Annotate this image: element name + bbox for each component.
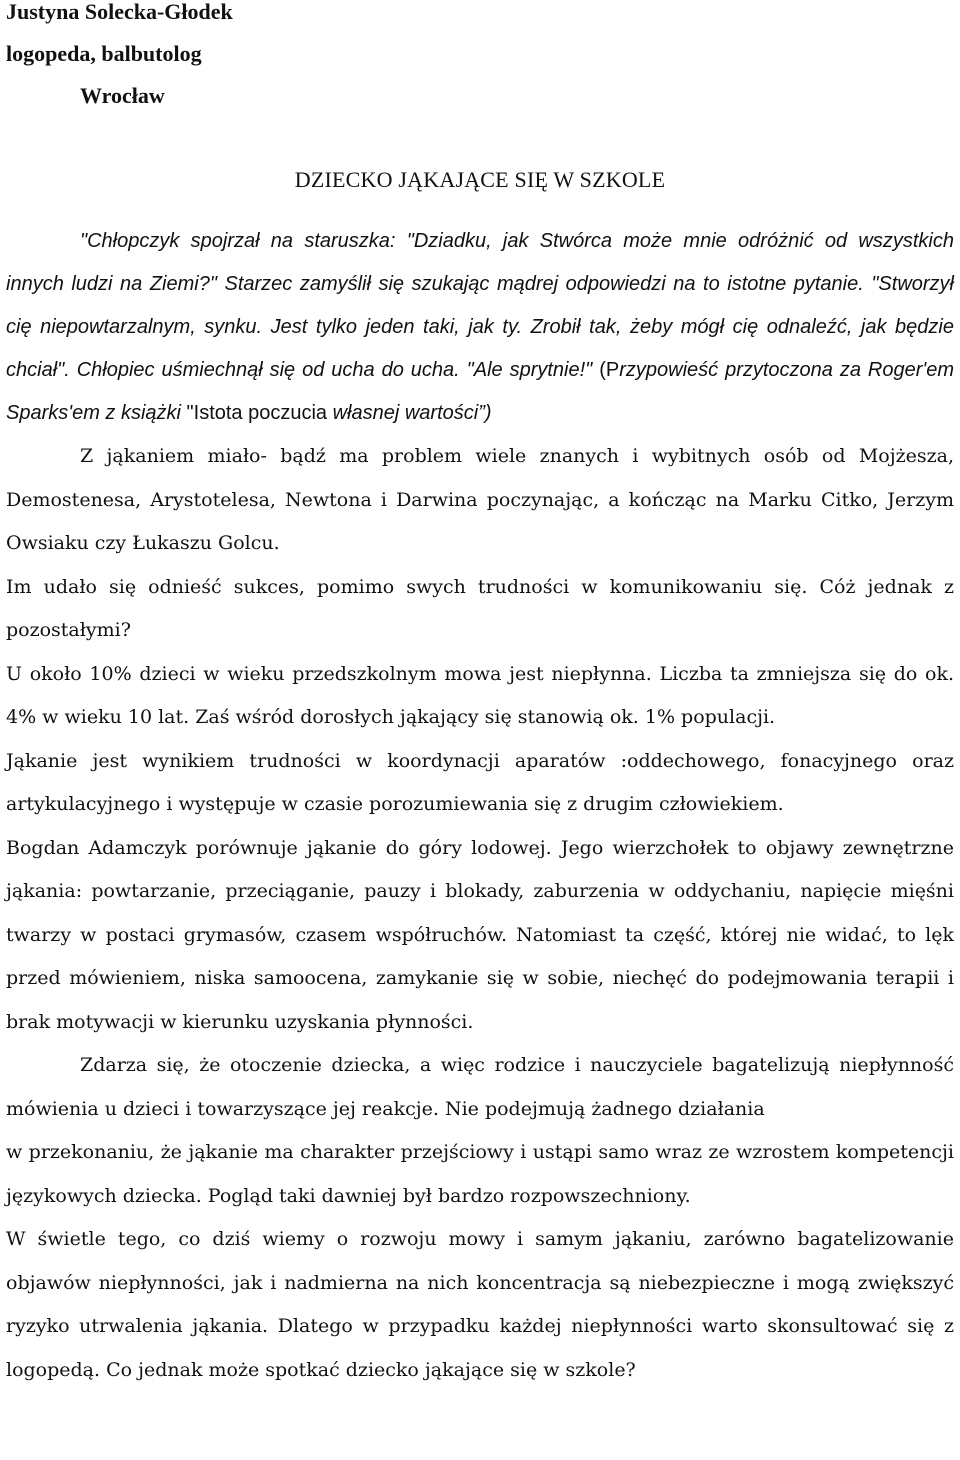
paragraph-statistics: U około 10% dzieci w wieku przedszkolnym mowa jest niepłynna. Liczba ta zmniejsza się do ok. 4% w wieku 10 lat. Zaś wśród dorosłych jąkający się stanowią ok. 1% populacji.: [6, 662, 954, 728]
paragraph-success: Im udało się odnieść sukces, pomimo swych trudności w komunikowaniu się. Cóż jednak z pozostałymi?: [6, 575, 954, 641]
author-block: [6, 0, 954, 108]
body-paragraphs: [6, 435, 954, 1392]
epigraph-quote: "Chłopczyk spojrzał na staruszka: "Dziadku, jak Stwórca może mnie odróżnić od wszystkich innych ludzi na Ziemi?" Starzec zamyślił się szukając mądrej odpowiedzi na to istotne pytanie. "Stworzył cię niepowtarzalnym, synku. Jest tylko jeden taki, jak ty. Zrobił tak, żeby mógł cię odnaleźć, jak będzie chciał". Chłopiec uśmiechnął się od ucha do ucha. "Ale sprytnie!": [6, 230, 954, 381]
epigraph-source-normal: "Istota poczucia: [180, 402, 333, 424]
author-city: Wrocław: [80, 83, 165, 108]
paragraph-consultation: W świetle tego, co dziś wiemy o rozwoju mowy i samym jąkaniu, zarówno bagatelizowanie objawów niepłynności, jak i nadmierna na nich koncentracja są niebezpieczne i mogą zwiększyć ryzyko utrwalenia jąkania. Dlatego w przypadku każdej niepłynności warto skonsultować się z logopedą. Co jednak może spotkać dziecko jąkające się w szkole?: [6, 1228, 954, 1381]
document-title: DZIECKO JĄKAJĄCE SIĘ W SZKOLE: [294, 167, 666, 192]
paragraph-famous-stutterers: Z jąkaniem miało- bądź ma problem wiele znanych i wybitnych osób od Mojżesza, Demostenesa, Arystotelesa, Newtona i Darwina poczynając, a kończąc na Marku Citko, Jerzym Owsiaku czy Łukaszu Golcu.: [6, 445, 954, 554]
epigraph-source-italic-2: własnej wartości”): [332, 402, 492, 424]
paragraph-definition: Jąkanie jest wynikiem trudności w koordynacji aparatów :oddechowego, fonacyjnego oraz artykulacyjnego i występuje w czasie porozumiewania się z drugim człowiekiem.: [6, 749, 954, 815]
paragraph-iceberg: Bogdan Adamczyk porównuje jąkanie do góry lodowej. Jego wierzchołek to objawy zewnętrzne jąkania: powtarzanie, przeciąganie, pauzy i blokady, zaburzenia w oddychaniu, napięcie mięśni twarzy w postaci grymasów, czasem współruchów. Natomiast ta część, której nie widać, to lęk przed mówieniem, niska samoocena, zamykanie się w sobie, niechęć do podejmowania terapii i brak motywacji w kierunku uzyskania płynności.: [6, 836, 954, 1033]
paragraph-environment: Zdarza się, że otoczenie dziecka, a więc rodzice i nauczyciele bagatelizują niepłynność mówienia u dzieci i towarzyszące jej reakcje. Nie podejmują żadnego działania: [6, 1054, 954, 1120]
paragraph-belief: w przekonaniu, że jąkanie ma charakter przejściowy i ustąpi samo wraz ze wzrostem kompetencji językowych dziecka. Pogląd taki dawniej był bardzo rozpowszechniony.: [6, 1141, 954, 1207]
epigraph: [6, 220, 954, 435]
epigraph-source-italic-1: rzypowieść przytoczona za Roger'em Sparks'em z: [6, 359, 954, 424]
author-role: logopeda, balbutolog: [6, 41, 202, 66]
epigraph-source-open: (P: [599, 359, 620, 381]
epigraph-source-word: książki: [120, 402, 181, 424]
author-name: Justyna Solecka-Głodek: [6, 0, 233, 24]
